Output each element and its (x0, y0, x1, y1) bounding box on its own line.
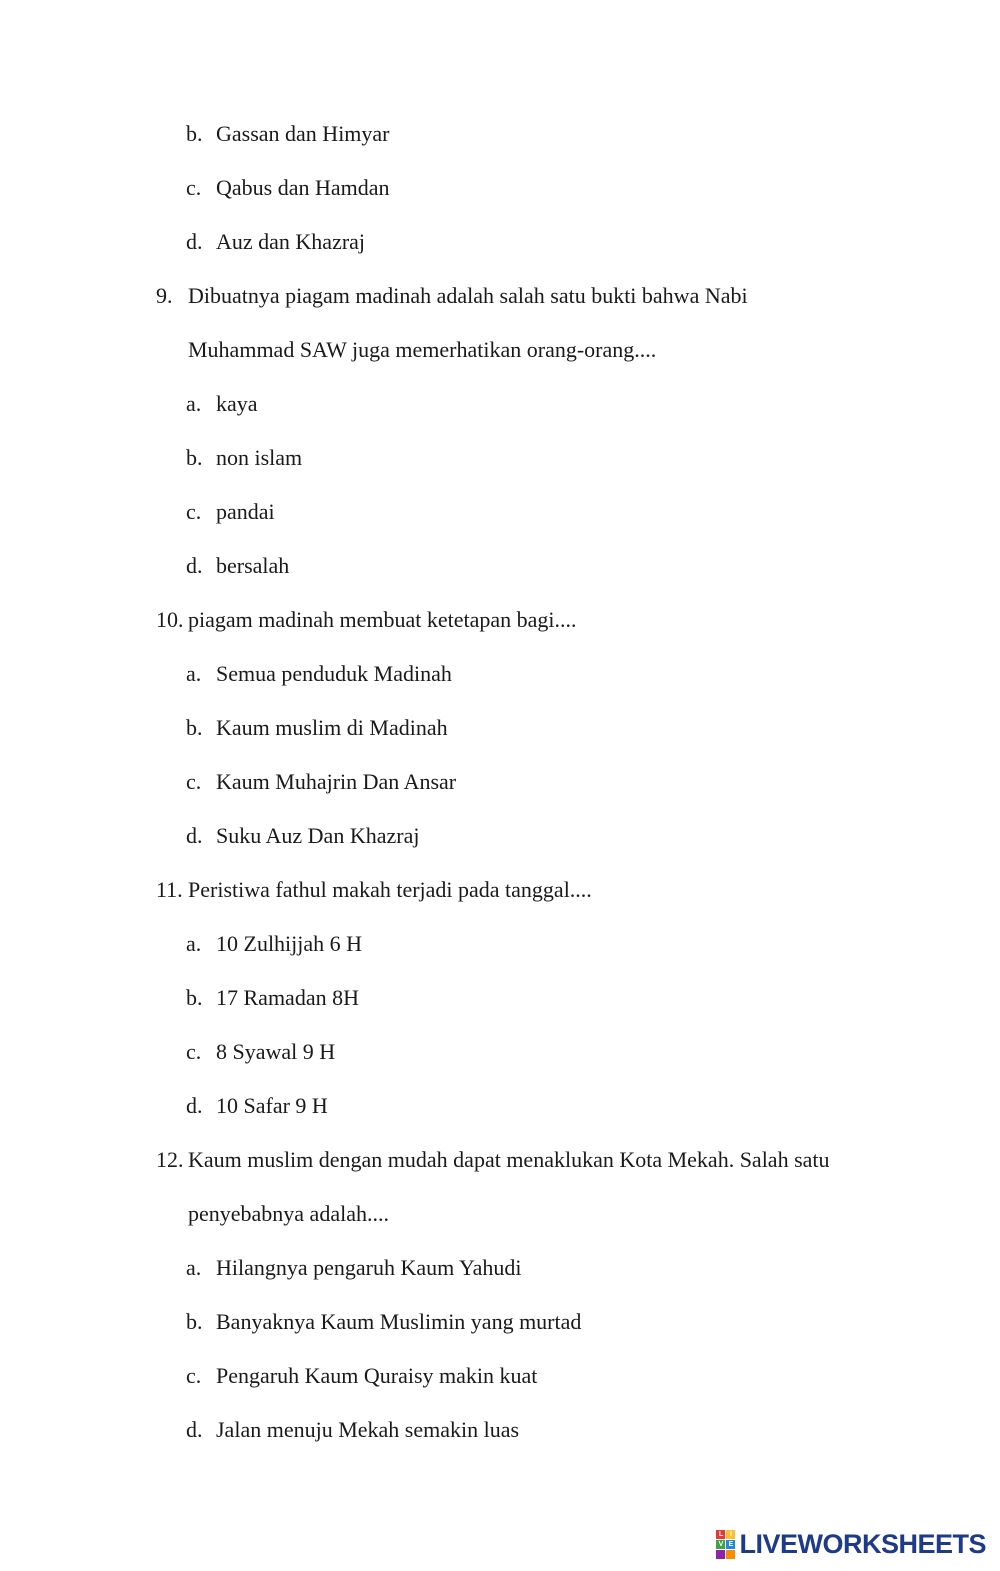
option-text: Suku Auz Dan Khazraj (216, 823, 420, 848)
question-number: 9. (156, 283, 173, 308)
option-marker: d. (186, 1093, 203, 1118)
option-marker: b. (186, 1309, 203, 1334)
option-text: 10 Zulhijjah 6 H (216, 931, 363, 956)
option-marker: a. (186, 661, 202, 686)
option-marker: d. (186, 823, 203, 848)
option-marker: d. (186, 1417, 203, 1442)
option-text: pandai (216, 499, 275, 524)
option-text: Kaum muslim di Madinah (216, 715, 448, 740)
option-text: non islam (216, 445, 303, 470)
option-marker: b. (186, 121, 203, 146)
option-text: bersalah (216, 553, 290, 578)
question-text: piagam madinah membuat ketetapan bagi.... (188, 607, 577, 632)
option-marker: b. (186, 985, 203, 1010)
question-number: 10. (156, 607, 184, 632)
logo-tile: V (716, 1540, 725, 1549)
question-text: Dibuatnya piagam madinah adalah salah satu bukti bahwa Nabi (188, 283, 748, 308)
option-marker: c. (186, 1363, 202, 1388)
option-marker: c. (186, 499, 202, 524)
option-marker: a. (186, 931, 202, 956)
question-number: 12. (156, 1147, 184, 1172)
option-text: 8 Syawal 9 H (216, 1039, 336, 1064)
option-marker: d. (186, 553, 203, 578)
option-marker: c. (186, 769, 202, 794)
option-marker: a. (186, 1255, 202, 1280)
question-text: penyebabnya adalah.... (188, 1201, 389, 1226)
option-marker: c. (186, 1039, 202, 1064)
logo-tile: I (726, 1530, 735, 1539)
liveworksheets-logo (716, 1526, 986, 1562)
logo-tile (726, 1550, 735, 1559)
option-text: 10 Safar 9 H (216, 1093, 328, 1118)
logo-tile (716, 1550, 725, 1559)
question-text: Kaum muslim dengan mudah dapat menaklukan Kota Mekah. Salah satu (188, 1147, 830, 1172)
option-text: Gassan dan Himyar (216, 121, 390, 146)
option-text: kaya (216, 391, 258, 416)
logo-tiles-icon (716, 1530, 735, 1559)
option-text: Qabus dan Hamdan (216, 175, 390, 200)
option-marker: a. (186, 391, 202, 416)
option-text: Hilangnya pengaruh Kaum Yahudi (216, 1255, 522, 1280)
logo-tile: L (716, 1530, 725, 1539)
question-text: Muhammad SAW juga memerhatikan orang-orang.... (188, 337, 657, 362)
option-text: 17 Ramadan 8H (216, 985, 359, 1010)
option-marker: d. (186, 229, 203, 254)
logo-tile: E (726, 1540, 735, 1549)
option-text: Jalan menuju Mekah semakin luas (216, 1417, 520, 1442)
option-text: Kaum Muhajrin Dan Ansar (216, 769, 457, 794)
question-text: Peristiwa fathul makah terjadi pada tanggal.... (188, 877, 592, 902)
brand-name: LIVEWORKSHEETS (739, 1528, 986, 1559)
option-marker: b. (186, 715, 203, 740)
option-text: Auz dan Khazraj (216, 229, 366, 254)
question-number: 11. (156, 877, 183, 902)
option-text: Semua penduduk Madinah (216, 661, 452, 686)
option-marker: b. (186, 445, 203, 470)
option-text: Pengaruh Kaum Quraisy makin kuat (216, 1363, 538, 1388)
option-text: Banyaknya Kaum Muslimin yang murtad (216, 1309, 582, 1334)
option-marker: c. (186, 175, 202, 200)
